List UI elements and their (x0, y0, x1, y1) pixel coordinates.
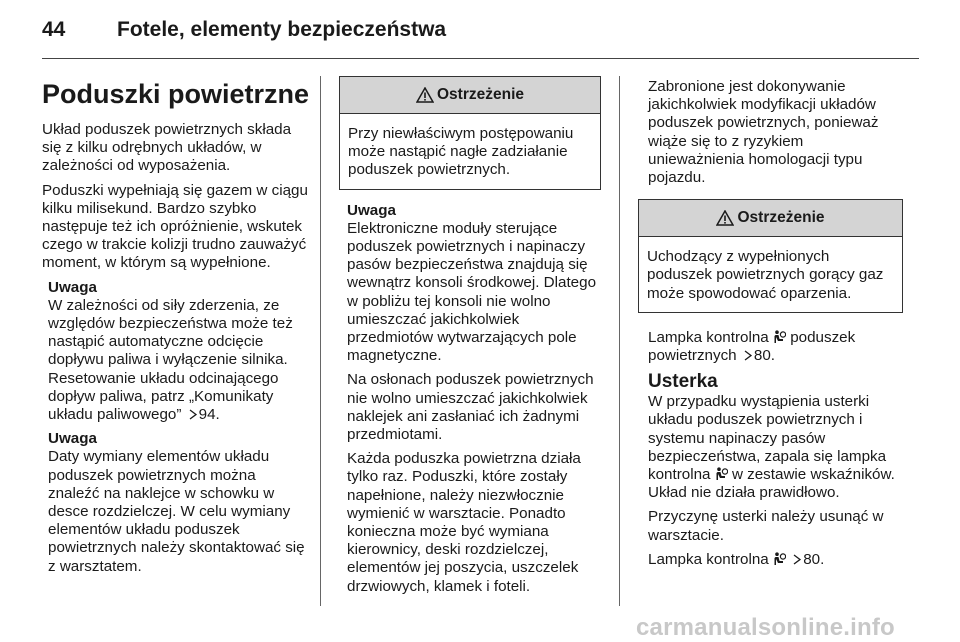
page-reference[interactable]: 94. (198, 406, 220, 424)
note-text: W zależności od siły zderzenia, ze względów bezpieczeństwa może też nastąpić automatyczne odcięcie dopływu paliwa i wyłączenie silnika. Resetowanie układu odcinającego dopływ paliwa, patrz „Komunikaty układu paliwowego” (48, 296, 293, 424)
warning-text: Uchodzący z wypełnionych poduszek powietrznych gorący gaz może spowodować oparzenia. (647, 248, 884, 302)
warning-text: Przy niewłaściwym postępowaniu może nastąpić nagłe zadziałanie poduszek powietrznych. (348, 125, 574, 179)
note-heading: Uwaga (48, 278, 97, 296)
paragraph: Na osłonach poduszek powietrznych nie wolno umieszczać jakichkolwiek naklejek ani zasłaniać ich żadnymi przedmiotami. (347, 371, 594, 444)
column-divider-1 (320, 76, 321, 606)
note (48, 430, 310, 576)
warning-box (339, 76, 601, 190)
warning-header (340, 77, 600, 114)
note-text: Elektroniczne moduły sterujące poduszek powietrznych i napinaczy pasów bezpieczeństwa znajdują się wewnątrz konsoli środkowej. Dlatego w pobliżu tej konsoli nie wolno umieszczać jakichkolwiek przedmiotów wytwarzających pole magnetyczne. (347, 219, 597, 365)
airbag-warning-icon (773, 552, 786, 566)
paragraph: Poduszki wypełniają się gazem w ciągu kilku milisekund. Bardzo szybko następuje też ich opróżnienie, wskutek czego w trakcie kolizji trudno zauważyć moment, w którym są wypełnione. (42, 181, 308, 272)
fault-text: w zestawie wskaźników. Układ nie działa prawidłowo. (648, 466, 895, 502)
note (347, 202, 601, 366)
note-heading: Uwaga (347, 201, 396, 219)
page-header (0, 0, 960, 56)
paragraph (648, 329, 903, 365)
paragraph: Przyczynę usterki należy usunąć w warsztacie. (648, 508, 884, 544)
column-divider-2 (619, 76, 620, 606)
warning-box (638, 199, 903, 313)
paragraph (648, 393, 903, 502)
note-text: Daty wymiany elementów układu poduszek powietrznych można znaleźć na naklejce w schowku w desce rozdzielczej. W celu wymiany elementów układu poduszek powietrznych należy skontaktować się z warsztatem. (48, 448, 305, 575)
section-heading: Poduszki powietrzne (42, 79, 310, 109)
lamp-text: Lampka kontrolna (648, 550, 769, 568)
header-rule (42, 58, 919, 59)
note (48, 279, 310, 425)
warning-triangle-icon (716, 210, 734, 226)
column-2 (339, 76, 601, 602)
page-number: 44 (42, 18, 66, 41)
warning-header (639, 200, 902, 237)
column-1 (42, 78, 310, 582)
warning-triangle-icon (416, 87, 434, 103)
airbag-warning-icon (715, 467, 728, 481)
note-heading: Uwaga (48, 430, 97, 448)
paragraph: Układ poduszek powietrznych składa się z kilku odrębnych układów, w zależności od wyposażenia. (42, 121, 292, 175)
warning-title: Ostrzeżenie (737, 209, 825, 227)
page-reference-icon (189, 409, 197, 420)
warning-title: Ostrzeżenie (436, 85, 524, 103)
page-reference-icon (744, 350, 752, 361)
subsection-heading: Usterka (648, 371, 718, 393)
lamp-text: poduszek powietrznych (648, 328, 856, 365)
page-reference-icon (793, 554, 801, 565)
paragraph (648, 551, 903, 569)
fault-text: W przypadku wystąpienia usterki układu poduszek powietrznych i systemu napinaczy pasów bezpieczeństwa, zapala się lampka kontrolna (648, 393, 887, 484)
page-reference[interactable]: 80. (753, 347, 775, 365)
page-reference[interactable]: 80. (803, 550, 825, 568)
column-3 (638, 78, 903, 575)
paragraph: Każda poduszka powietrzna działa tylko raz. Poduszki, które zostały napełnione, należy niezwłocznie wymienić w warsztacie. Ponadto konieczna może być wymiana kierownicy, deski rozdzielczej, elementów jej poszycia, uszczelek drzwiowych, klamek i foteli. (347, 450, 581, 595)
lamp-text: Lampka kontrolna (648, 328, 769, 346)
running-title: Fotele, elementy bezpieczeństwa (117, 18, 447, 41)
watermark: carmanualsonline.info (636, 614, 895, 641)
airbag-warning-icon (773, 330, 786, 344)
paragraph: Zabronione jest dokonywanie jakichkolwiek modyfikacji układów poduszek powietrznych, ponieważ wiąże się to z ryzykiem unieważnienia homologacji typu pojazdu. (648, 78, 879, 187)
